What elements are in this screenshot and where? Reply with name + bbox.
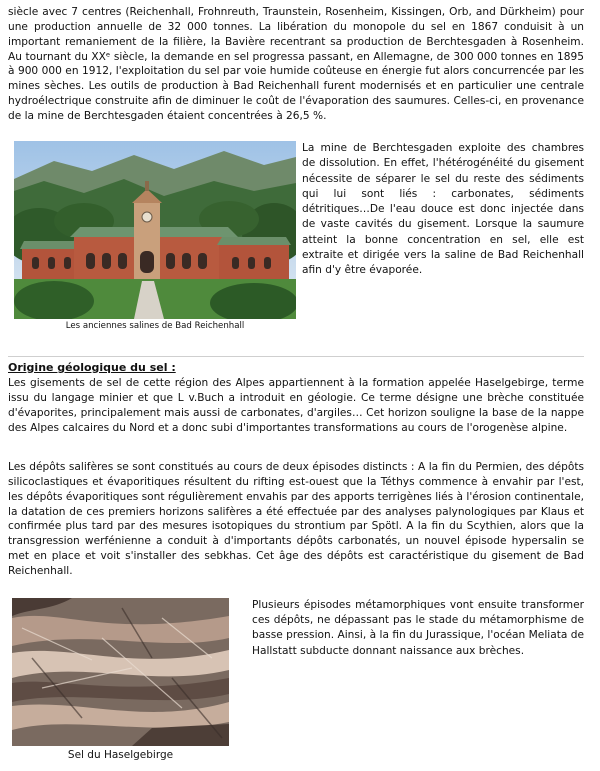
mine-paragraph: La mine de Berchtesgaden exploite des chambres de dissolution. En effet, l'hétérogénéité du gisement nécessite de séparer le sel du reste des sédiments qui lui sont liés : carbonates, sédiments détritiques…De l'eau douce est donc injectée dans de vaste cavités du gisement. Lorsque la saumure atteint la bonne concentration en sel, elle est extraite et dirigée vers la saline de Bad Reichenhall afin d'y être évaporée. <box>302 142 584 277</box>
section-heading: Origine géologique du sel : <box>8 361 176 374</box>
section-divider <box>8 356 584 357</box>
metamorphic-paragraph: Plusieurs épisodes métamorphiques vont ensuite transformer ces dépôts, ne dépassant pas le stade du métamorphisme de basse pression. Ainsi, à la fin du Jurassique, l'océan Meliata de Hallstatt subducte donnant naissance aux brèches. <box>252 599 584 657</box>
salt-works-photo-caption: Les anciennes salines de Bad Reichenhall <box>65 321 245 331</box>
haselgebirge-photo-caption: Sel du Haselgebirge <box>67 749 174 761</box>
salt-works-photo <box>14 141 296 319</box>
intro-paragraph: siècle avec 7 centres (Reichenhall, Frohnreuth, Traunstein, Rosenheim, Kissingen, Orb, and Dürkheim) pour une production annuelle de 32 000 tonnes. La libération du monopole du sel en 1867 conduisit à un important remaniement de la filière, la Bavière recentrant sa production de Berchtesgaden à Rosenheim. Au tournant du XXᵉ siècle, la demande en sel progressa passant, en Allemagne, de 300 000 tonnes en 1895 à 900 000 en 1912, l'exploitation du sel par voie humide coûteuse en énergie fut alors concurrencée par les mines sèches. Les outils de production à Bad Reichenhall furent modernisés et en particulier une centrale hydroélectrique construite afin de diminuer le coût de l'évaporation des saumures. Celles-ci, en provenance de la mine de Berchtesgaden étaient concentrées à 26,5 %. <box>8 6 584 122</box>
geology-paragraph-2: Les dépôts salifères se sont constitués au cours de deux épisodes distincts : A la fin du Permien, des dépôts silicoclastiques et évaporitiques résultent du rifting est-ouest que la Téthys commence à envahir par l'est, les dépôts évaporitiques sont régulièrement envahis par des apports terrigènes liés à l'érosion continentale, la datation de ces premiers horizons salifères a été effectuée par des analyses palynologiques par Klaus et confirmée plus tard par des mesures isotopiques du strontium par Spötl. A la fin du Scythien, alors que la transgression werfénienne a conduit à d'importants dépôts carbonatés, un nouvel épisode hypersalin se met en place et voit s'installer des sebkhas. Cet âge des dépôts est caractéristique du gisement de Bad Reichenhall. <box>8 461 584 577</box>
geology-paragraph-1: Les gisements de sel de cette région des Alpes appartiennent à la formation appelée Haselgebirge, terme issu du langage minier et que L v.Buch a introduit en géologie. Ce terme désigne une brèche constituée d'évaporites, principalement mais aussi de carbonates, d'argiles… Cet horizon souligne la base de la nappe des Alpes calcaires du Nord et a donc subi d'importantes transformations au cours de l'orogenèse alpine. <box>8 377 584 434</box>
haselgebirge-salt-photo <box>12 598 229 746</box>
